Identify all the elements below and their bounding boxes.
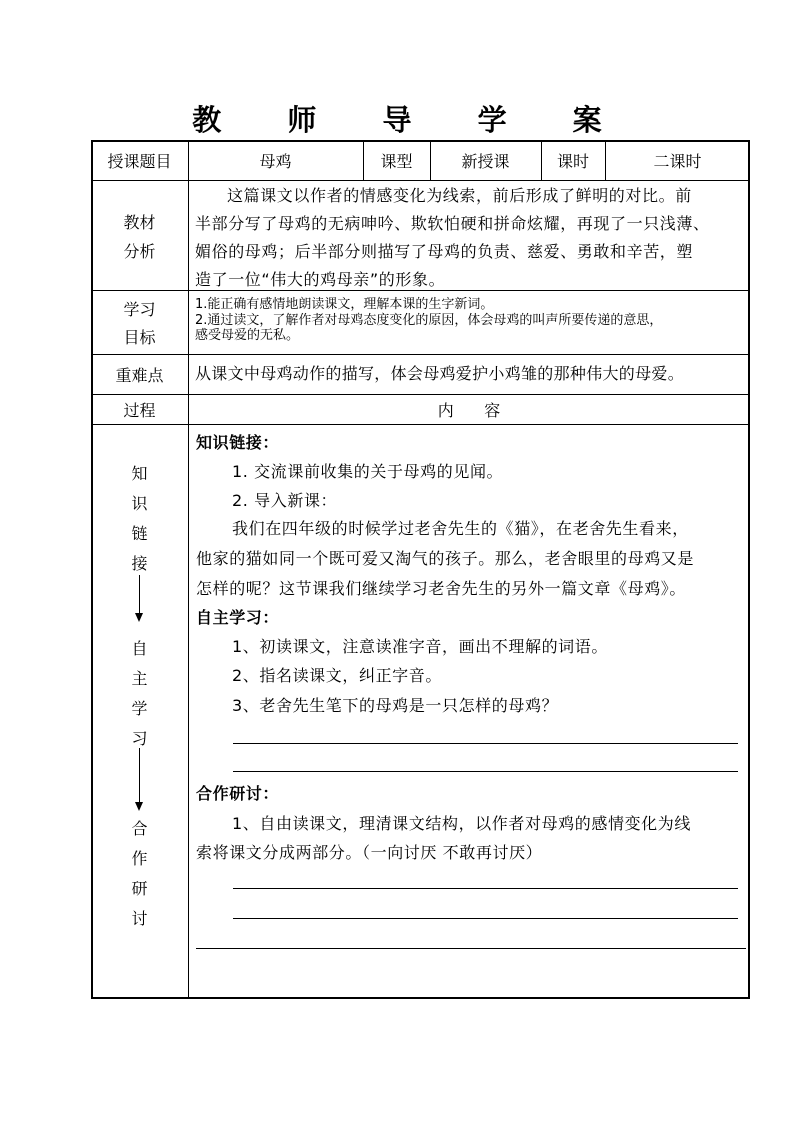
learning-goal-line: 感受母爱的无私。 — [195, 328, 300, 343]
side-label-char: 合 — [131, 819, 148, 838]
cooperation-line: 1、自由读课文，理清课文结构，以作者对母鸡的感情变化为线 — [232, 814, 691, 833]
material-analysis-line: 半部分写了母鸡的无病呻吟、欺软怕硬和拼命炫耀，再现了一只浅薄、 — [195, 214, 710, 233]
label-process: 过程 — [123, 400, 156, 420]
column-divider — [188, 140, 189, 999]
side-label-char: 自 — [131, 639, 148, 658]
class-hours-value: 二课时 — [653, 151, 702, 171]
key-points-text: 从课文中母鸡动作的描写，体会母鸡爱护小鸡雏的那种伟大的母爱。 — [195, 364, 685, 383]
side-label-char: 研 — [131, 879, 148, 898]
row-divider — [91, 424, 750, 425]
down-arrow-icon — [139, 575, 140, 615]
learning-goal-line: 1.能正确有感情地朗读课文，理解本课的生字新词。 — [195, 297, 494, 312]
cooperation-heading: 合作研讨： — [196, 784, 280, 803]
learning-goal-line: 2.通过读文，了解作者对母鸡态度变化的原因，体会母鸡的叫声所要传递的意思， — [195, 313, 663, 328]
knowledge-link-heading: 知识链接： — [196, 433, 280, 452]
self-study-item: 1、初读课文，注意读准字音，画出不理解的词语。 — [232, 637, 608, 656]
down-arrow-icon — [139, 748, 140, 804]
answer-line — [233, 743, 738, 744]
material-analysis-line: 媚俗的母鸡；后半部分则描写了母鸡的负责、慈爱、勇敢和辛苦，塑 — [195, 242, 694, 261]
answer-line — [233, 888, 738, 889]
label-topic: 授课题目 — [107, 151, 172, 171]
arrow-head-icon — [135, 613, 143, 622]
side-label-char: 识 — [131, 494, 148, 513]
self-study-item: 2、指名读课文，纠正字音。 — [232, 666, 442, 685]
knowledge-link-para-line: 我们在四年级的时候学过老舍先生的《猫》，在老舍先生看来， — [232, 519, 689, 538]
label-material-analysis-1: 教材 — [123, 213, 156, 232]
lesson-type-value: 新授课 — [461, 151, 510, 171]
knowledge-link-item-1: 1. 交流课前收集的关于母鸡的见闻。 — [232, 462, 504, 481]
label-learning-goals-2: 目标 — [123, 328, 156, 347]
side-label-char: 作 — [131, 849, 148, 868]
material-analysis-line: 这篇课文以作者的情感变化为线索，前后形成了鲜明的对比。前 — [227, 186, 692, 205]
topic-value: 母鸡 — [259, 151, 292, 171]
label-class-hours: 课时 — [556, 151, 589, 171]
label-content: 内 容 — [437, 400, 501, 420]
cooperation-line: 索将课文分成两部分。（一向讨厌 不敢再讨厌） — [196, 843, 543, 862]
knowledge-link-para-line: 怎样的呢？这节课我们继续学习老舍先生的另外一篇文章《母鸡》。 — [196, 579, 687, 598]
label-learning-goals-1: 学习 — [123, 300, 156, 319]
side-label-char: 链 — [131, 524, 148, 543]
knowledge-link-para-line: 他家的猫如同一个既可爱又淘气的孩子。那么，老舍眼里的母鸡又是 — [196, 549, 695, 568]
side-label-char: 习 — [131, 729, 148, 748]
label-lesson-type: 课型 — [380, 151, 413, 171]
side-label-char: 知 — [131, 464, 148, 483]
arrow-head-icon — [135, 802, 143, 811]
side-label-char: 讨 — [131, 909, 148, 928]
side-label-char: 主 — [131, 669, 148, 688]
answer-line — [233, 918, 738, 919]
page-title: 教 师 导 学 案 — [192, 103, 630, 137]
self-study-item: 3、老舍先生笔下的母鸡是一只怎样的母鸡？ — [232, 696, 559, 715]
label-material-analysis-2: 分析 — [123, 242, 156, 261]
answer-line — [233, 771, 738, 772]
answer-line — [196, 948, 746, 949]
material-analysis-line: 造了一位“伟大的鸡母亲”的形象。 — [195, 270, 446, 289]
row-divider — [91, 354, 750, 355]
label-key-points: 重难点 — [115, 365, 164, 385]
row-divider — [91, 180, 750, 181]
side-label-char: 学 — [131, 699, 148, 718]
side-label-char: 接 — [131, 554, 148, 573]
self-study-heading: 自主学习： — [196, 608, 280, 627]
knowledge-link-item-2: 2. 导入新课： — [232, 491, 338, 510]
